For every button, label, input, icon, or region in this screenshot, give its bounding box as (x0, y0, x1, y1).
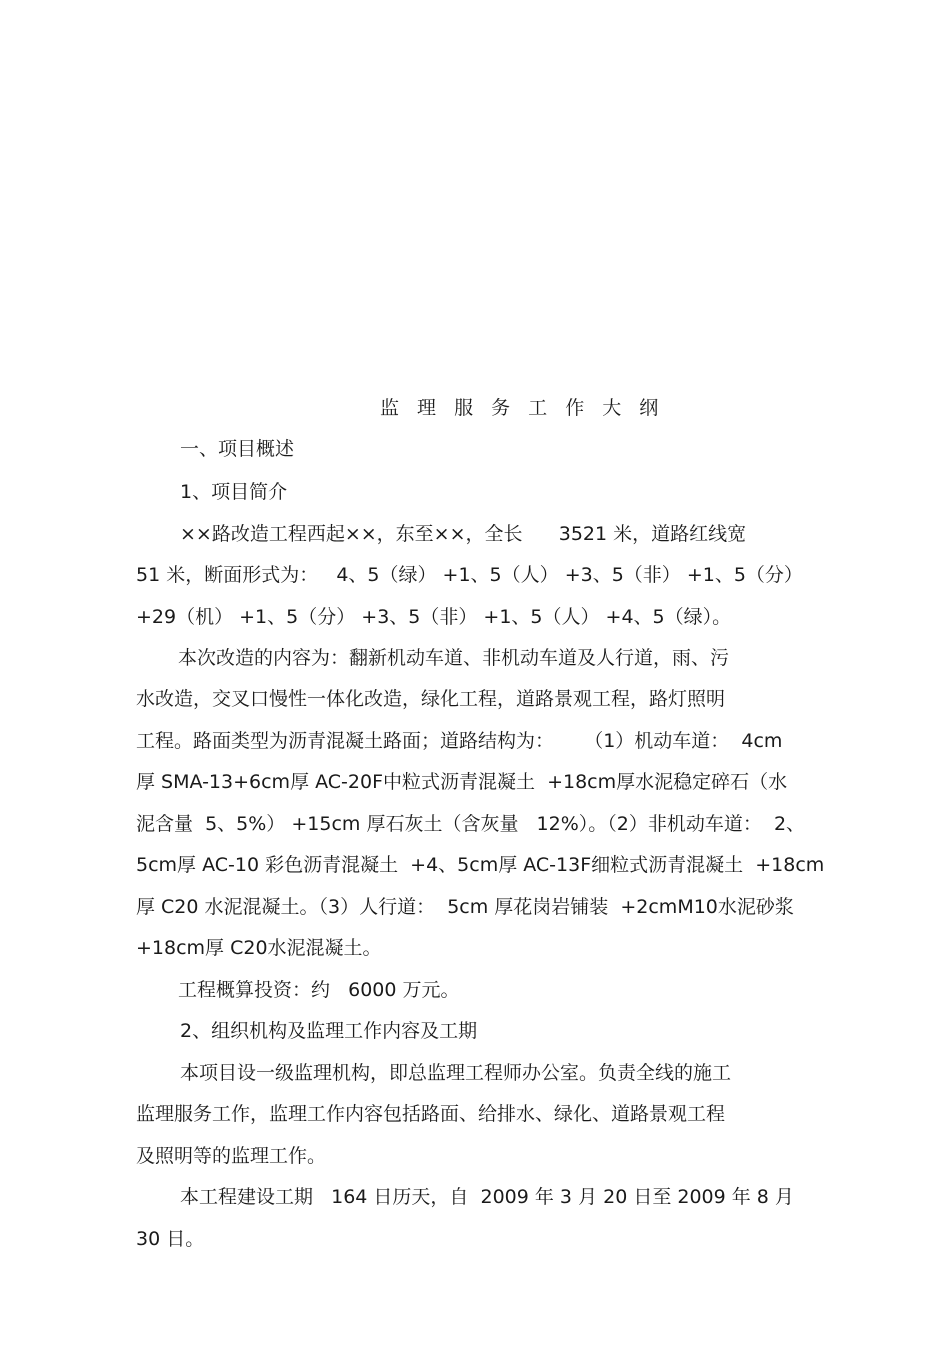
paragraph-line: 厚 SMA-13+6cm厚 AC-20F中粒式沥青混凝土 +18cm厚水泥稳定碎石（水 (136, 771, 788, 793)
paragraph-line: 本项目设一级监理机构，即总监理工程师办公室。负责全线的施工 (180, 1062, 732, 1084)
paragraph-line: 及照明等的监理工作。 (136, 1145, 327, 1167)
paragraph-line: 51 米，断面形式为： 4、5（绿） +1、5（人） +3、5（非） +1、5（分） (136, 564, 803, 586)
investment-line: 工程概算投资：约 6000 万元。 (178, 979, 460, 1001)
paragraph-line: 工程。路面类型为沥青混凝土路面；道路结构为： （1）机动车道： 4cm (136, 730, 783, 752)
paragraph-line: 监理服务工作，监理工作内容包括路面、给排水、绿化、道路景观工程 (136, 1103, 726, 1125)
paragraph-line: ××路改造工程西起××，东至××，全长 3521 米，道路红线宽 (180, 523, 747, 545)
paragraph-line: +18cm厚 C20水泥混凝土。 (136, 937, 382, 959)
paragraph-line: 本次改造的内容为：翻新机动车道、非机动车道及人行道，雨、污 (178, 647, 730, 669)
subsection-heading: 1、项目简介 (180, 481, 288, 503)
document-title: 监 理 服 务 工 作 大 纲 (380, 397, 665, 419)
paragraph-line: 厚 C20 水泥混凝土。（3）人行道： 5cm 厚花岗岩铺装 +2cmM10水泥砂浆 (136, 896, 794, 918)
section-heading: 一、项目概述 (180, 438, 295, 460)
paragraph-line: 5cm厚 AC-10 彩色沥青混凝土 +4、5cm厚 AC-13F细粒式沥青混凝土 +18cm (136, 854, 825, 876)
paragraph-line: 水改造，交叉口慢性一体化改造，绿化工程，道路景观工程，路灯照明 (136, 688, 726, 710)
subsection-heading: 2、组织机构及监理工作内容及工期 (180, 1020, 478, 1042)
paragraph-line: 泥含量 5、5%） +15cm 厚石灰土（含灰量 12%）。（2）非机动车道： 2、 (136, 813, 806, 835)
paragraph-line: +29（机） +1、5（分） +3、5（非） +1、5（人） +4、5（绿）。 (136, 606, 732, 628)
paragraph-line: 30 日。 (136, 1228, 205, 1250)
paragraph-line: 本工程建设工期 164 日历天，自 2009 年 3 月 20 日至 2009 年 8 月 (180, 1186, 794, 1208)
